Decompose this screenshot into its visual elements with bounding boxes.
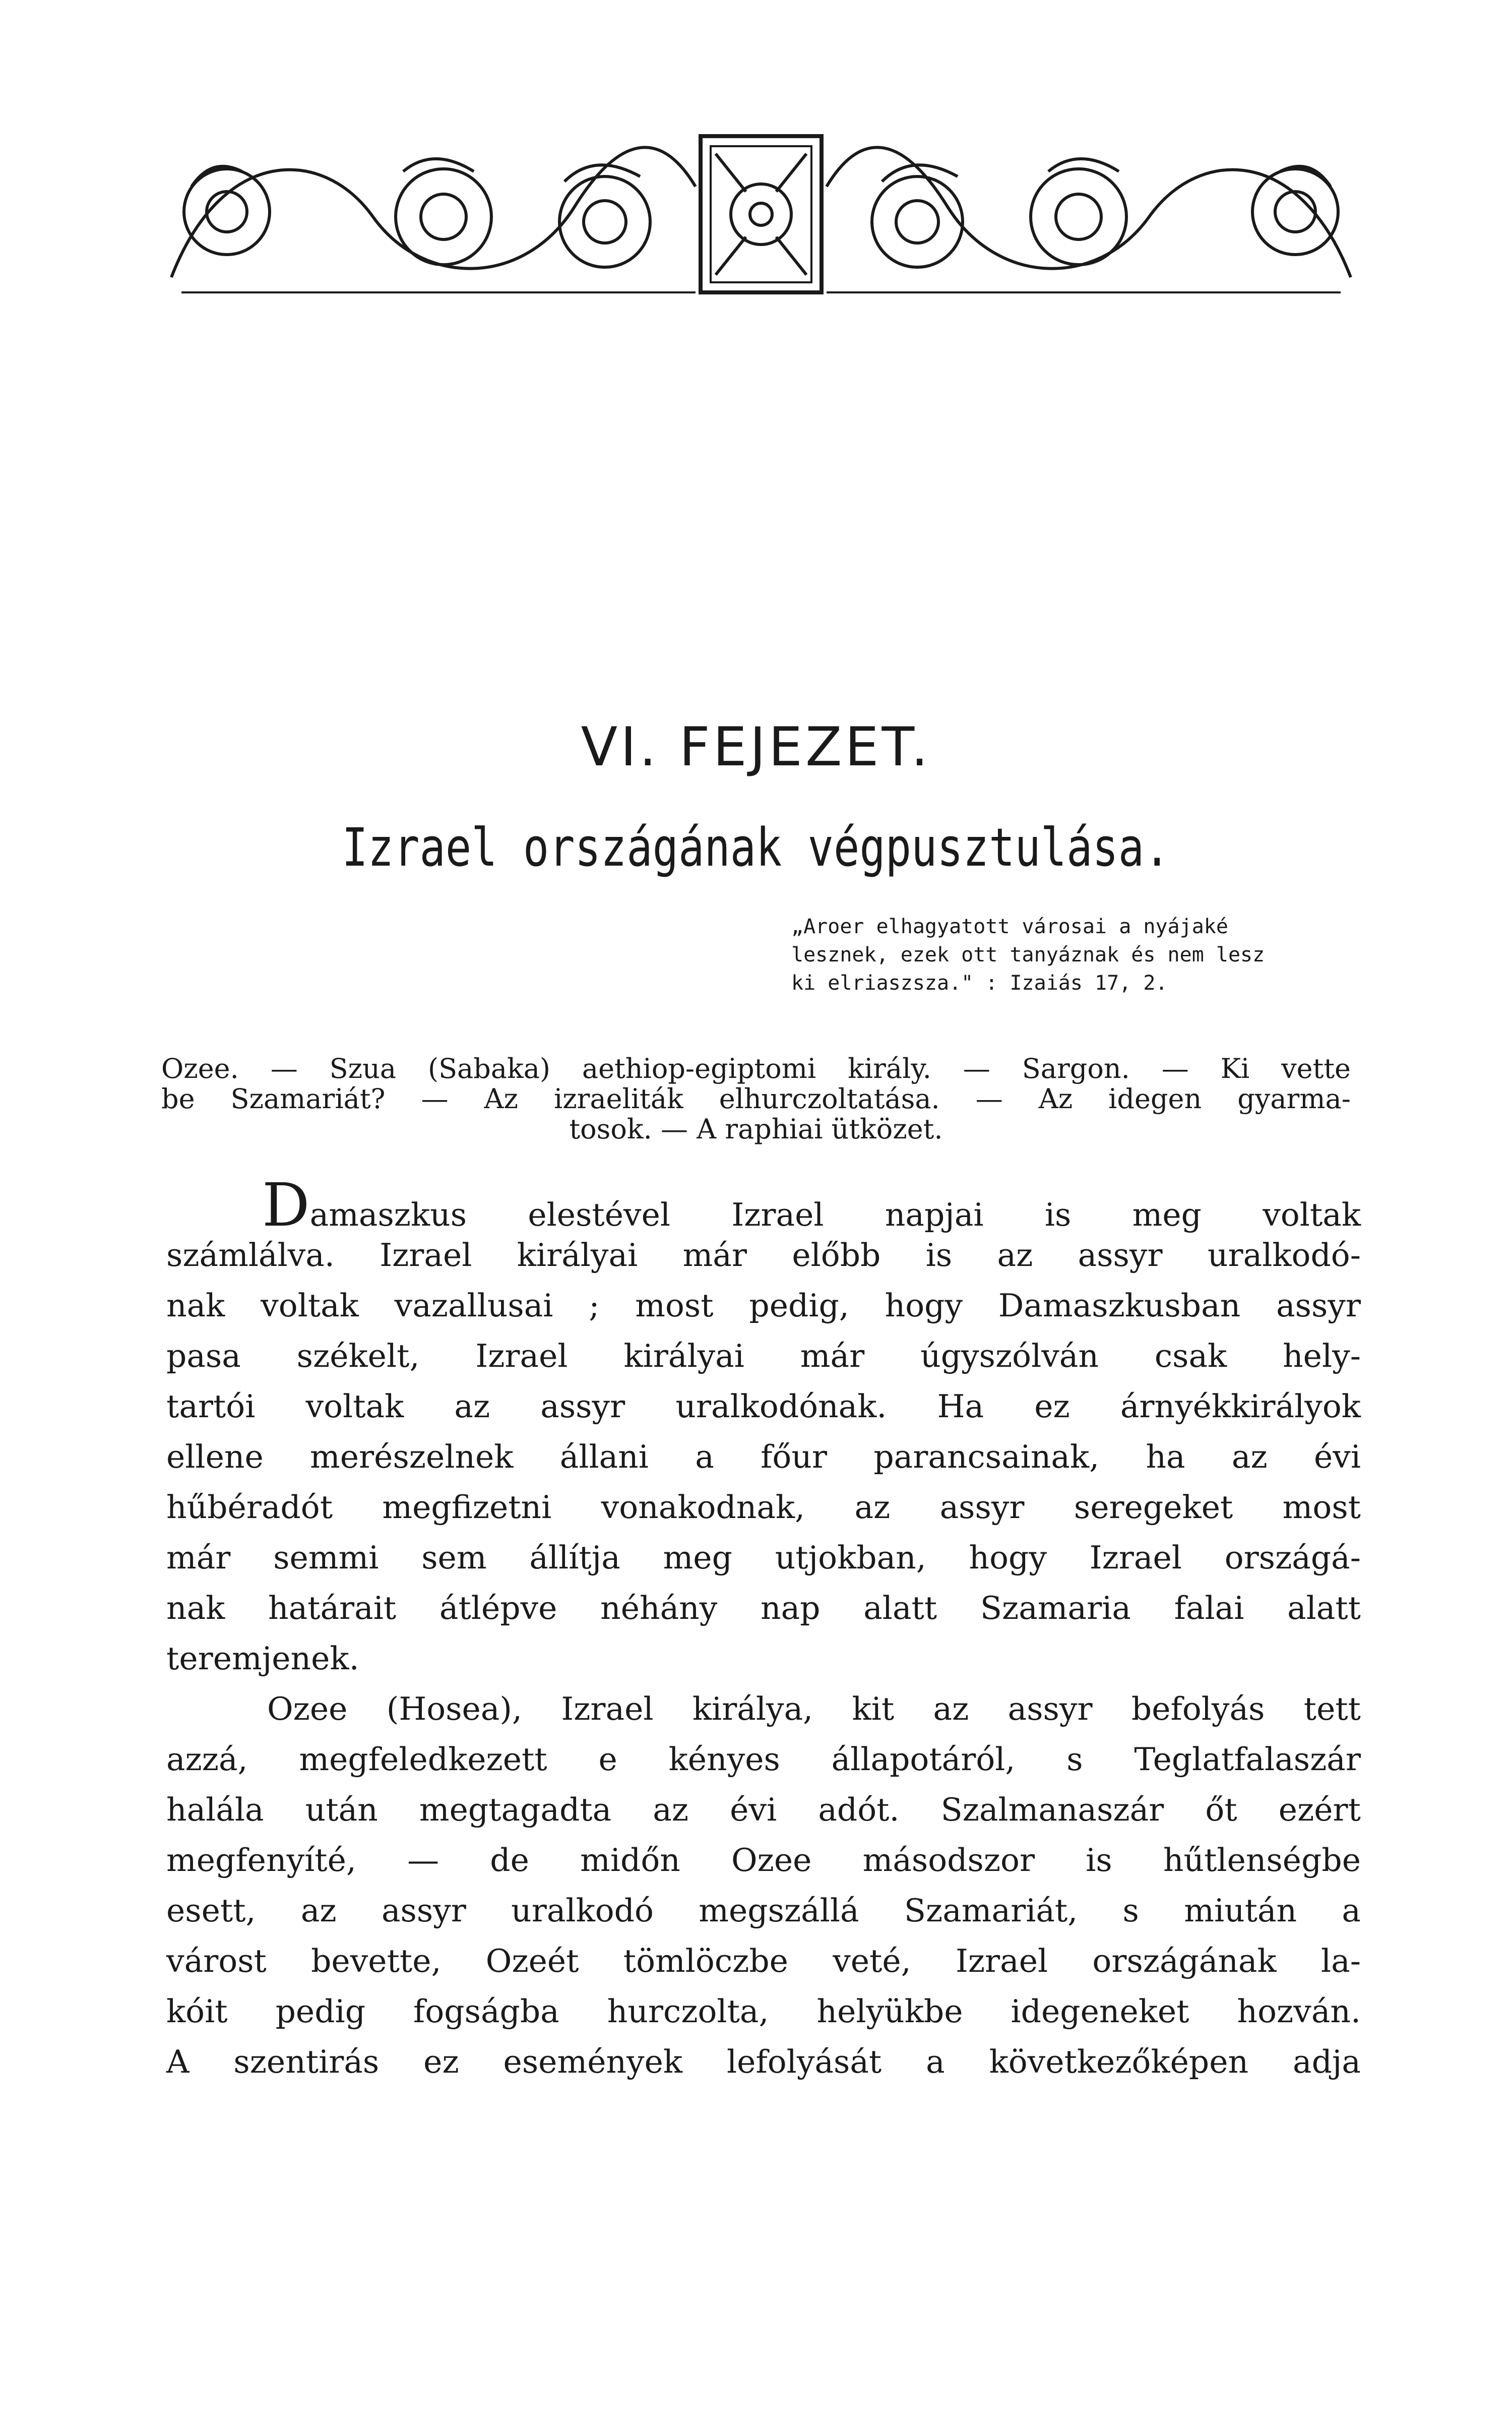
chapter-number: VI. FEJEZET. — [581, 716, 931, 778]
body-line: azzá, megfeledkezett e kényes állapotáról, s Teglatfalaszár — [166, 1741, 1361, 1778]
ornament-rosette-1-inner — [207, 192, 247, 232]
body-line: számlálva. Izrael királyai már előbb is az assyr uralkodó- — [166, 1237, 1361, 1274]
floral-header-ornament — [161, 126, 1361, 308]
epigraph-line: „Aroer elhagyatott városai a nyájaké — [791, 915, 1228, 938]
body-line: megfenyíté, — de midőn Ozee másodszor is hűtlenségbe — [166, 1842, 1361, 1879]
chapter-summary — [161, 1054, 1351, 1144]
body-line: várost bevette, Ozeét tömlöczbe veté, Izrael országának la- — [166, 1943, 1361, 1979]
body-line: esett, az assyr uralkodó megszállá Szamariát, s miután a — [166, 1892, 1361, 1929]
ornament-center-boss — [731, 184, 791, 245]
summary-line: Ozee. — Szua (Sabaka) aethiop-egiptomi király. — Sargon. — Ki vette — [161, 1053, 1351, 1084]
ornament-rosette-3 — [559, 176, 650, 267]
body-line: Ozee (Hosea), Izrael királya, kit az assyr befolyás tett — [267, 1690, 1361, 1727]
body-line-text: amaszkus elestével Izrael napjai is meg voltak — [309, 1196, 1361, 1233]
summary-line: tosok. — A raphiai ütközet. — [569, 1113, 943, 1145]
body-line: nak határait átlépve néhány nap alatt Szamaria falai alatt — [166, 1590, 1361, 1626]
body-line: tartói voltak az assyr uralkodónak. Ha ez árnyékkirályok — [166, 1388, 1361, 1425]
ornament-rosette-3-inner — [584, 201, 626, 243]
ornament-rosette-5 — [1031, 169, 1126, 265]
chapter-title: Izrael országának végpusztulása. — [342, 817, 1170, 878]
epigraph-line: lesznek, ezek ott tanyáznak és nem lesz — [791, 943, 1265, 966]
body-line: A szentirás ez események lefolyását a következőképen adja — [166, 2043, 1361, 2080]
ornament-rosette-4-inner — [896, 201, 938, 243]
epigraph-line: ki elriaszsza." : Izaiás 17, 2. — [791, 972, 1168, 995]
body-line: ellene merészelnek állani a főur parancsainak, ha az évi — [166, 1438, 1361, 1475]
ornament-rosette-2-inner — [421, 194, 466, 239]
body-line: teremjenek. — [166, 1640, 359, 1677]
body-line: halála után megtagadta az évi adót. Szalmanaszár őt ezért — [166, 1791, 1361, 1828]
epigraph-quote — [791, 913, 1366, 997]
drop-cap: D — [262, 1170, 310, 1240]
body-line: már semmi sem állítja meg utjokban, hogy Izrael országá- — [166, 1539, 1361, 1576]
ornament-rosette-6-inner — [1275, 192, 1315, 232]
ornament-svg — [161, 126, 1361, 308]
ornament-rosette-5-inner — [1056, 194, 1101, 239]
ornament-leaf-curls — [192, 159, 1331, 187]
ornament-rosette-2 — [396, 169, 491, 265]
summary-line: be Szamariát? — Az izraeliták elhurczoltatása. — Az idegen gyarma- — [161, 1083, 1351, 1115]
body-text — [166, 1170, 1361, 2087]
body-line: nak voltak vazallusai ; most pedig, hogy Damaszkusban assyr — [166, 1287, 1361, 1324]
ornament-center-boss-inner — [750, 203, 772, 225]
body-line: pasa székelt, Izrael királyai már úgyszólván csak hely- — [166, 1338, 1361, 1374]
ornament-rosette-4 — [872, 176, 963, 267]
body-line — [166, 1170, 1361, 1240]
body-line: hűbéradót megfizetni vonakodnak, az assyr seregeket most — [166, 1489, 1361, 1526]
body-line: kóit pedig fogságba hurczolta, helyükbe idegeneket hozván. — [166, 1993, 1361, 2030]
